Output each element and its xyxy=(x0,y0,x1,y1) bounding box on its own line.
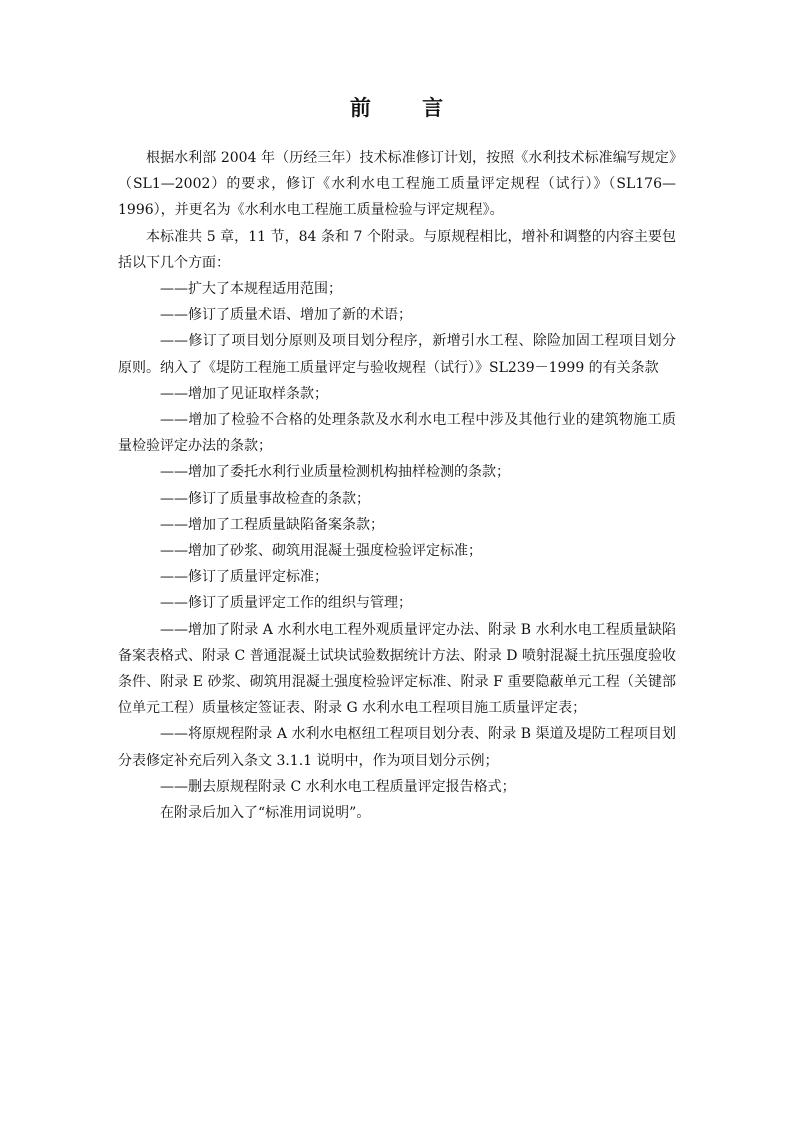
paragraph-terms-note: 在附录后加入了“标准用词说明”。 xyxy=(160,805,371,822)
page-title: 前 言 xyxy=(349,96,466,120)
list-item-terms: ——修订了质量术语、增加了新的术语； xyxy=(160,307,412,324)
list-item-mortar-concrete: ——增加了砂浆、砌筑用混凝土强度检验评定标准； xyxy=(160,543,482,560)
list-item-project-division: ——修订了项目划分原则及项目划分程序，新增引水工程、除险加固工程项目划分原则。纳入了《堤防工程施工质量评定与验收规程（试行）》SL239－1999 的有关条款 xyxy=(118,333,676,376)
list-item-scope: ——扩大了本规程适用范围； xyxy=(160,281,342,298)
list-item-witness-sampling: ——增加了见证取样条款； xyxy=(160,385,328,402)
paragraph-revision-plan: 根据水利部 2004 年（历经三年）技术标准修订计划，按照《水利技术标准编写规定》（SL1—2002）的要求，修订《水利水电工程施工质量评定规程（试行）》（SL176—1996），并更名为《水利水电工程施工质量检验与评定规程》。 xyxy=(118,150,676,219)
list-item-appendices-moved: ——将原规程附录 A 水利水电枢纽工程项目划分表、附录 B 渠道及堤防工程项目划分表修定补充后列入条文 3.1.1 说明中，作为项目划分示例； xyxy=(118,726,676,769)
list-item-accident-inspection: ——修订了质量事故检查的条款； xyxy=(160,490,370,507)
list-item-evaluation-standard: ——修订了质量评定标准； xyxy=(160,569,328,586)
preface-body xyxy=(118,145,676,826)
list-item-nonconformance: ——增加了检验不合格的处理条款及水利水电工程中涉及其他行业的建筑物施工质量检验评定办法的条款； xyxy=(118,412,676,455)
list-item-defect-record: ——增加了工程质量缺陷备案条款； xyxy=(160,516,384,533)
list-item-entrusted-testing: ——增加了委托水利行业质量检测机构抽样检测的条款； xyxy=(160,464,510,481)
list-item-appendices-added: ——增加了附录 A 水利水电工程外观质量评定办法、附录 B 水利水电工程质量缺陷备案表格式、附录 C 普通混凝土试块试验数据统计方法、附录 D 喷射混凝土抗压强度验收条件、附录 E 砂浆、砌筑用混凝土强度检验评定标准、附录 F 重要隐蔽单元工程（关键部位单元工程）质量核定签证表、附录 G 水利水电工程项目施工质量评定表； xyxy=(118,621,676,717)
list-item-organization: ——修订了质量评定工作的组织与管理； xyxy=(160,595,412,612)
list-item-appendix-removed: ——删去原规程附录 C 水利水电工程质量评定报告格式； xyxy=(160,778,516,795)
paragraph-standard-summary: 本标准共 5 章，11 节，84 条和 7 个附录。与原规程相比，增补和调整的内容主要包括以下几个方面： xyxy=(118,228,676,271)
